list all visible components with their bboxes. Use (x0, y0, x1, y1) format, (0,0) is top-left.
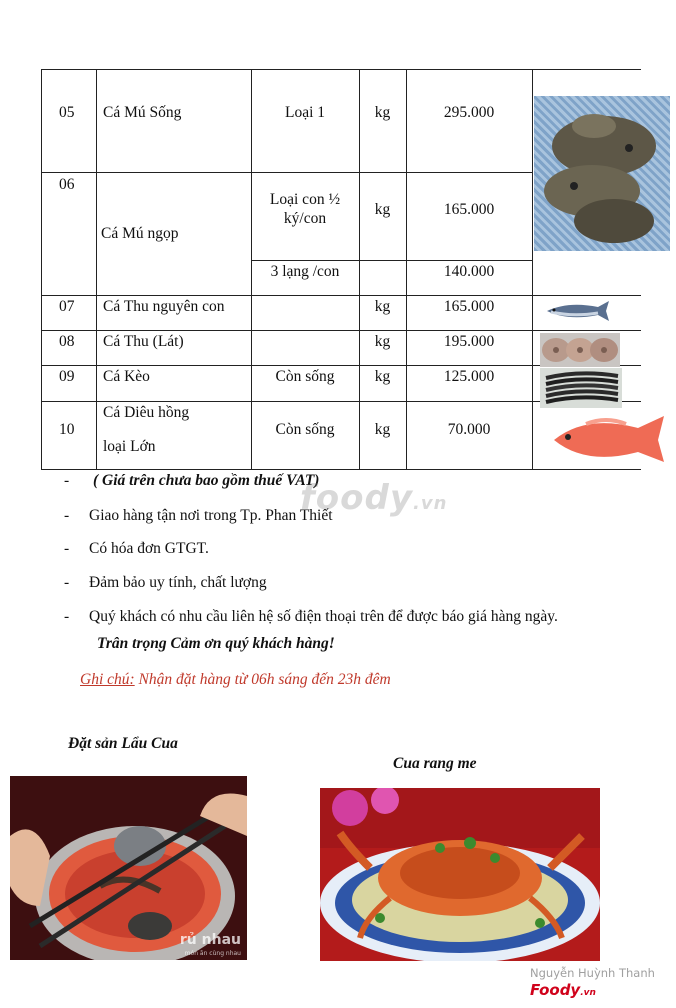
red-tilapia-photo (546, 410, 674, 468)
product-name-line1: Cá Diêu hồng (103, 404, 190, 421)
unit: kg (374, 104, 391, 121)
product-name: Cá Thu (Lát) (103, 333, 184, 350)
foody-watermark: foody.vn (300, 478, 448, 518)
bullet: - (64, 540, 70, 557)
thanks-text: Trân trọng Cảm ơn quý khách hàng! (97, 635, 335, 652)
price: 125.000 (443, 368, 495, 385)
row-number: 09 (59, 368, 75, 385)
remark (80, 671, 391, 689)
sub-price: 140.000 (443, 263, 495, 280)
note-item: Có hóa đơn GTGT. (89, 540, 209, 557)
price: 165.000 (443, 298, 495, 315)
unit: kg (374, 333, 391, 350)
product-name: Cá Mú ngọp (101, 225, 179, 242)
product-type: Còn sống (275, 368, 335, 385)
grouper-fish-photo (534, 96, 670, 251)
unit: kg (374, 368, 391, 385)
price: 70.000 (447, 421, 491, 438)
row-number: 10 (59, 421, 75, 438)
bullet: - (64, 608, 70, 625)
product-type: Loại 1 (284, 104, 326, 121)
product-type: Loại con ½ ký/con (269, 191, 341, 227)
left-photo-caption: Đặt sản Lẩu Cua (68, 735, 178, 752)
goby-fish-photo (540, 368, 622, 408)
unit: kg (374, 201, 391, 218)
row-number: 05 (59, 104, 75, 121)
price: 195.000 (443, 333, 495, 350)
row-number: 06 (59, 176, 75, 193)
product-subtype: 3 lạng /con (270, 263, 340, 280)
price: 295.000 (443, 104, 495, 121)
vat-note: ( Giá trên chưa bao gồm thuế VAT) (93, 472, 320, 489)
note-item: Quý khách có nhu cầu liên hệ số điện thoại trên để được báo giá hàng ngày. (89, 608, 558, 625)
right-photo-caption: Cua rang me (393, 755, 477, 772)
author-name: Nguyễn Huỳnh Thanh (530, 966, 655, 980)
tamarind-crab-photo (320, 788, 600, 961)
unit: kg (374, 298, 391, 315)
row-number: 08 (59, 333, 75, 350)
runhau-logo-sub: món ăn cùng nhau (184, 950, 241, 957)
remark-text: Nhận đặt hàng từ 06h sáng đến 23h đêm (134, 671, 391, 688)
product-name: Cá Thu nguyên con (103, 298, 225, 315)
mackerel-fish-photo (543, 297, 621, 325)
product-name: Cá Kèo (103, 368, 150, 385)
unit: kg (374, 421, 391, 438)
foody-logo: Foody.vn (530, 981, 596, 999)
price: 165.000 (443, 201, 495, 218)
bullet: - (64, 574, 70, 591)
runhau-logo: rủ nhau (179, 932, 241, 948)
row-number: 07 (59, 298, 75, 315)
bullet: - (64, 507, 70, 524)
mackerel-slices-photo (540, 333, 620, 367)
product-name: Cá Mú Sống (103, 104, 182, 121)
note-item: Đảm bảo uy tính, chất lượng (89, 574, 267, 591)
crab-hotpot-photo (10, 776, 247, 960)
note-item: Giao hàng tận nơi trong Tp. Phan Thiết (89, 507, 333, 524)
bullet: - (64, 472, 70, 489)
remark-label: Ghi chú: (80, 671, 135, 688)
product-name-line2: loại Lớn (103, 438, 156, 455)
product-type: Còn sống (275, 421, 335, 438)
